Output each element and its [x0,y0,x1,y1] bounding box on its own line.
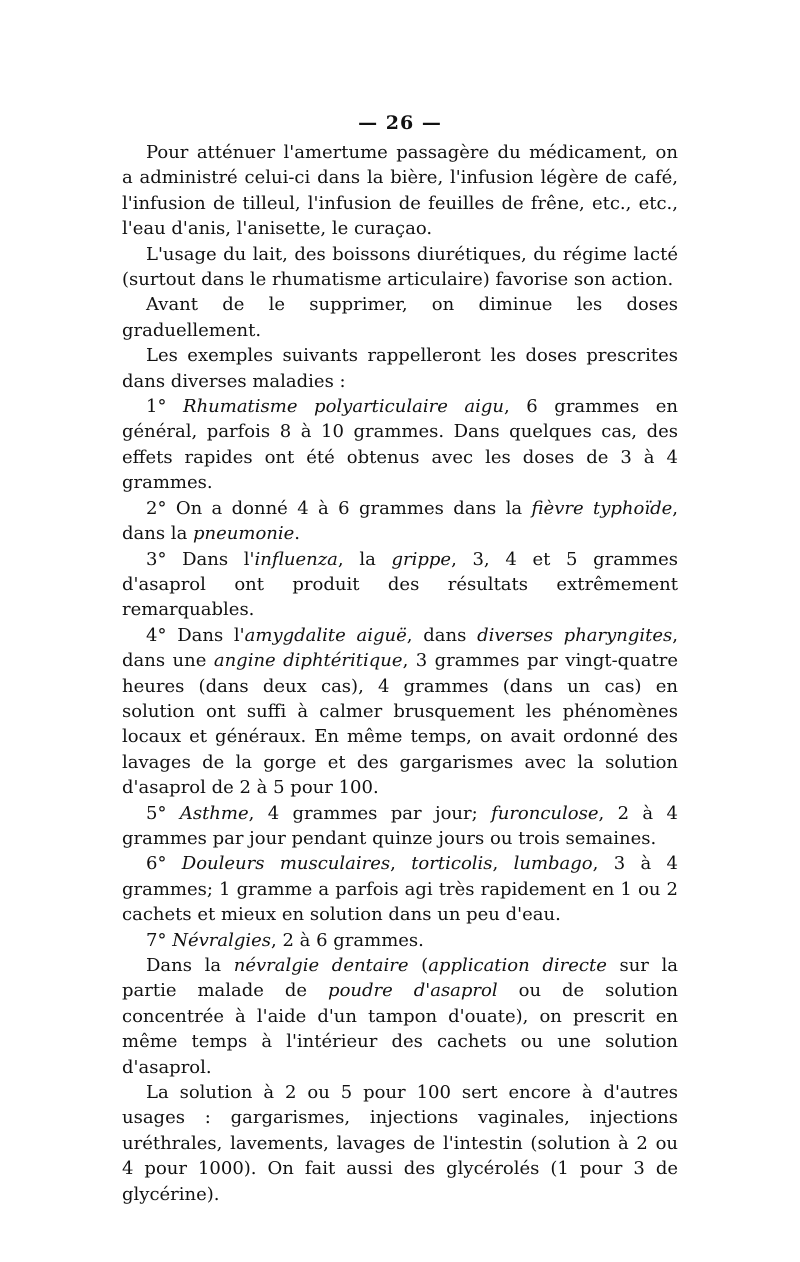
italic-text: influenza [254,548,338,570]
paragraph [122,547,678,623]
paragraph [122,1080,678,1207]
text-segment: sur la partie malade de [122,955,679,1002]
italic-text: furonculose [491,802,599,824]
text-segment: , 2 à 6 grammes. [271,929,424,951]
italic-text: application directe [428,955,607,976]
page [122,108,678,1207]
text-segment: , 3, 4 et 5 grammes d'asaprol ont produit des résultats extrêmement remarquables. [122,548,679,621]
italic-text: grippe [391,548,452,570]
text-segment: Les exemples suivants rappelleront les doses prescrites dans diverses maladies : [122,345,678,392]
italic-text: fièvre typhoïde [531,497,673,519]
text-segment: 4° Dans l' [146,624,245,646]
paragraph [122,851,678,927]
text-segment: , 3 grammes par vingt-quatre heures (dans deux cas), 4 grammes (dans un cas) en solution ont suffi à calmer brusquement les phénomènes locaux et généraux. En même temps, on avait ordonné des lavages de la gorge et des gargarismes avec la solution d'asaprol de 2 à 5 pour 100. [122,650,678,799]
text-segment: , 3 à 4 grammes; 1 gramme a parfois agi très rapidement en 1 ou 2 cachets et mieux en solution dans un peu d'eau. [122,853,678,926]
italic-text: névralgie dentaire [233,955,409,976]
text-segment: , 4 grammes par jour; [248,802,492,824]
text-segment: , [492,853,514,875]
text-segment: , dans la [122,497,679,545]
text-segment: Pour atténuer l'amertume passagère du médicament, on a administré celui-ci dans la bière, l'infusion légère de café, l'infusion de tilleul, l'infusion de feuilles de frêne, etc., etc., l'eau d'anis, l'anisette, le curaçao. [122,142,678,240]
paragraph [122,343,678,394]
text-segment: L'usage du lait, des boissons diurétiques, du régime lacté (surtout dans le rhumatisme articulaire) favorise son action. [122,243,678,291]
italic-text: amygdalite aiguë [244,624,407,646]
text-segment: . [294,523,301,545]
text-segment: La solution à 2 ou 5 pour 100 sert encore à d'autres usages : gargarismes, injections vaginales, injections uréthrales, lavements, lavages de l'intestin (solution à 2 ou 4 pour 1000). On fait aussi des glycérolés (1 pour 3 de glycérine). [122,1082,678,1205]
italic-text: Rhumatisme polyarticulaire aigu [183,396,505,418]
paragraph [122,242,678,293]
text-segment: 2° On a donné 4 à 6 grammes dans la [146,497,532,519]
italic-text: Névralgies [172,929,272,951]
text-segment: 5° [146,802,180,824]
text-segment: 1° [146,396,184,418]
text-segment: , dans [406,624,478,646]
text-segment: Dans la [146,955,234,976]
italic-text: Douleurs musculaires [181,853,391,875]
text-segment: 7° [146,929,173,951]
paragraph [122,801,678,852]
page-number: — 26 — [358,112,442,134]
text-segment: 3° Dans l' [146,548,255,570]
paragraph [122,953,678,1080]
paragraph [122,394,678,496]
text-segment: , 6 grammes en général, parfois 8 à 10 grammes. Dans quelques cas, des effets rapides ont été obtenus avec les doses de 3 à 4 grammes. [122,396,678,494]
italic-text: poudre d'asaprol [328,980,498,1002]
body-text [122,140,678,1207]
italic-text: torticolis [411,853,493,875]
paragraph [122,623,678,801]
paragraph [122,140,678,242]
text-segment: ou de solution concentrée à l'aide d'un tampon d'ouate), on prescrit en même temps à l'intérieur des cachets ou une solution d'asaprol. [122,980,678,1078]
text-segment: ( [408,955,429,976]
text-segment: , dans une [122,624,679,672]
italic-text: Asthme [179,802,249,824]
italic-text: diverses pharyngites [477,624,673,646]
text-segment: , la [337,548,392,570]
italic-text: pneumonie [193,523,295,545]
paragraph [122,292,678,343]
text-segment: , [390,853,412,875]
paragraph [122,928,678,953]
paragraph [122,496,678,547]
text-segment: Avant de le supprimer, on diminue les doses graduellement. [122,294,678,341]
italic-text: angine diphtéritique [213,650,403,672]
italic-text: lumbago [513,853,593,875]
text-segment: 6° [146,853,182,875]
text-segment: , 2 à 4 grammes par jour pendant quinze jours ou trois semaines. [122,802,678,849]
